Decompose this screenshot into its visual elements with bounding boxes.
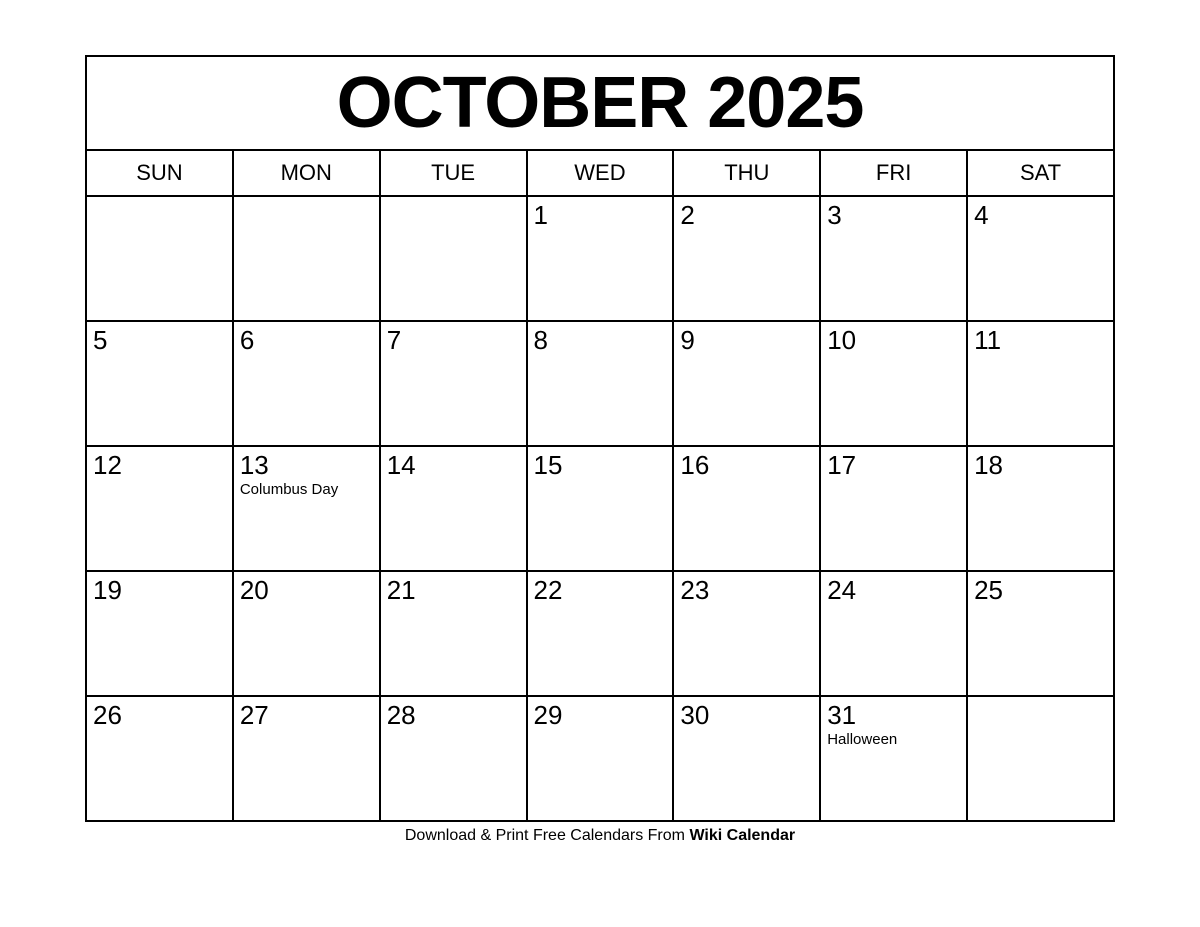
- date-number: 14: [386, 450, 416, 480]
- day-cell: [233, 696, 380, 821]
- footer: [85, 827, 1115, 845]
- date-number: 20: [239, 575, 269, 605]
- day-cell: [380, 696, 527, 821]
- weekday-header-fri: FRI: [820, 150, 967, 196]
- date-number: 23: [680, 575, 710, 605]
- date-number: 8: [533, 325, 548, 355]
- day-cell: [967, 571, 1114, 696]
- day-cell: [86, 196, 233, 321]
- day-cell: [527, 321, 674, 446]
- date-number: 31: [827, 700, 857, 730]
- day-cell: [820, 196, 967, 321]
- day-cell: [673, 696, 820, 821]
- day-cell: [967, 321, 1114, 446]
- weekday-header-row: [86, 150, 1114, 196]
- date-number: 1: [533, 200, 548, 230]
- date-number: 26: [93, 700, 122, 730]
- day-cell: [967, 196, 1114, 321]
- weekday-header-wed: WED: [527, 150, 674, 196]
- date-number: 10: [827, 325, 857, 355]
- week-row: [86, 321, 1114, 446]
- footer-text: Download & Print Free Calendars From: [404, 827, 685, 844]
- weekday-header-thu: THU: [673, 150, 820, 196]
- calendar: [85, 55, 1115, 845]
- date-number: 19: [93, 575, 122, 605]
- weekday-header-sun: SUN: [86, 150, 233, 196]
- date-number: 28: [386, 700, 416, 730]
- date-number: 18: [974, 450, 1003, 480]
- date-number: 22: [533, 575, 563, 605]
- day-cell: [233, 571, 380, 696]
- footer-brand-link[interactable]: Wiki Calendar: [689, 827, 796, 844]
- date-number: 9: [680, 325, 695, 355]
- day-cell: [673, 321, 820, 446]
- day-cell: [233, 196, 380, 321]
- date-number: 2: [680, 200, 695, 230]
- day-cell: [380, 321, 527, 446]
- day-cell: [86, 446, 233, 571]
- date-number: 13: [239, 450, 269, 480]
- day-cell: [673, 571, 820, 696]
- day-cell: [967, 446, 1114, 571]
- day-cell: [380, 196, 527, 321]
- day-cell: [527, 446, 674, 571]
- date-number: 17: [827, 450, 857, 480]
- day-cell: [820, 696, 967, 821]
- calendar-title: OCTOBER 2025: [336, 63, 864, 143]
- day-cell: [233, 446, 380, 571]
- day-cell: [527, 196, 674, 321]
- calendar-title-box: [85, 55, 1115, 151]
- day-cell: [820, 321, 967, 446]
- date-number: 5: [93, 325, 108, 355]
- day-cell: [86, 696, 233, 821]
- day-cell: [820, 446, 967, 571]
- date-number: 25: [974, 575, 1003, 605]
- date-number: 24: [827, 575, 857, 605]
- day-cell: [380, 446, 527, 571]
- weekday-header-mon: MON: [233, 150, 380, 196]
- day-cell: [527, 571, 674, 696]
- date-number: 7: [386, 325, 402, 355]
- day-cell: [673, 196, 820, 321]
- date-number: 3: [827, 200, 842, 230]
- date-number: 27: [239, 700, 269, 730]
- week-row: [86, 696, 1114, 821]
- weekday-header-sat: SAT: [967, 150, 1114, 196]
- date-number: 16: [680, 450, 710, 480]
- event-label: Halloween: [827, 730, 898, 748]
- week-row: [86, 571, 1114, 696]
- date-number: 15: [533, 450, 563, 480]
- date-number: 30: [680, 700, 710, 730]
- day-cell: [673, 446, 820, 571]
- calendar-grid: [85, 149, 1115, 822]
- date-number: 12: [93, 450, 122, 480]
- date-number: 11: [974, 325, 1002, 355]
- day-cell: [820, 571, 967, 696]
- date-number: 21: [386, 575, 416, 605]
- day-cell: [380, 571, 527, 696]
- day-cell: [527, 696, 674, 821]
- date-number: 4: [974, 200, 989, 230]
- event-label: Columbus Day: [239, 480, 339, 498]
- weekday-header-tue: TUE: [380, 150, 527, 196]
- day-cell: [967, 696, 1114, 821]
- day-cell: [233, 321, 380, 446]
- day-cell: [86, 321, 233, 446]
- week-row: [86, 196, 1114, 321]
- date-number: 6: [239, 325, 255, 355]
- date-number: 29: [533, 700, 563, 730]
- week-row: [86, 446, 1114, 571]
- day-cell: [86, 571, 233, 696]
